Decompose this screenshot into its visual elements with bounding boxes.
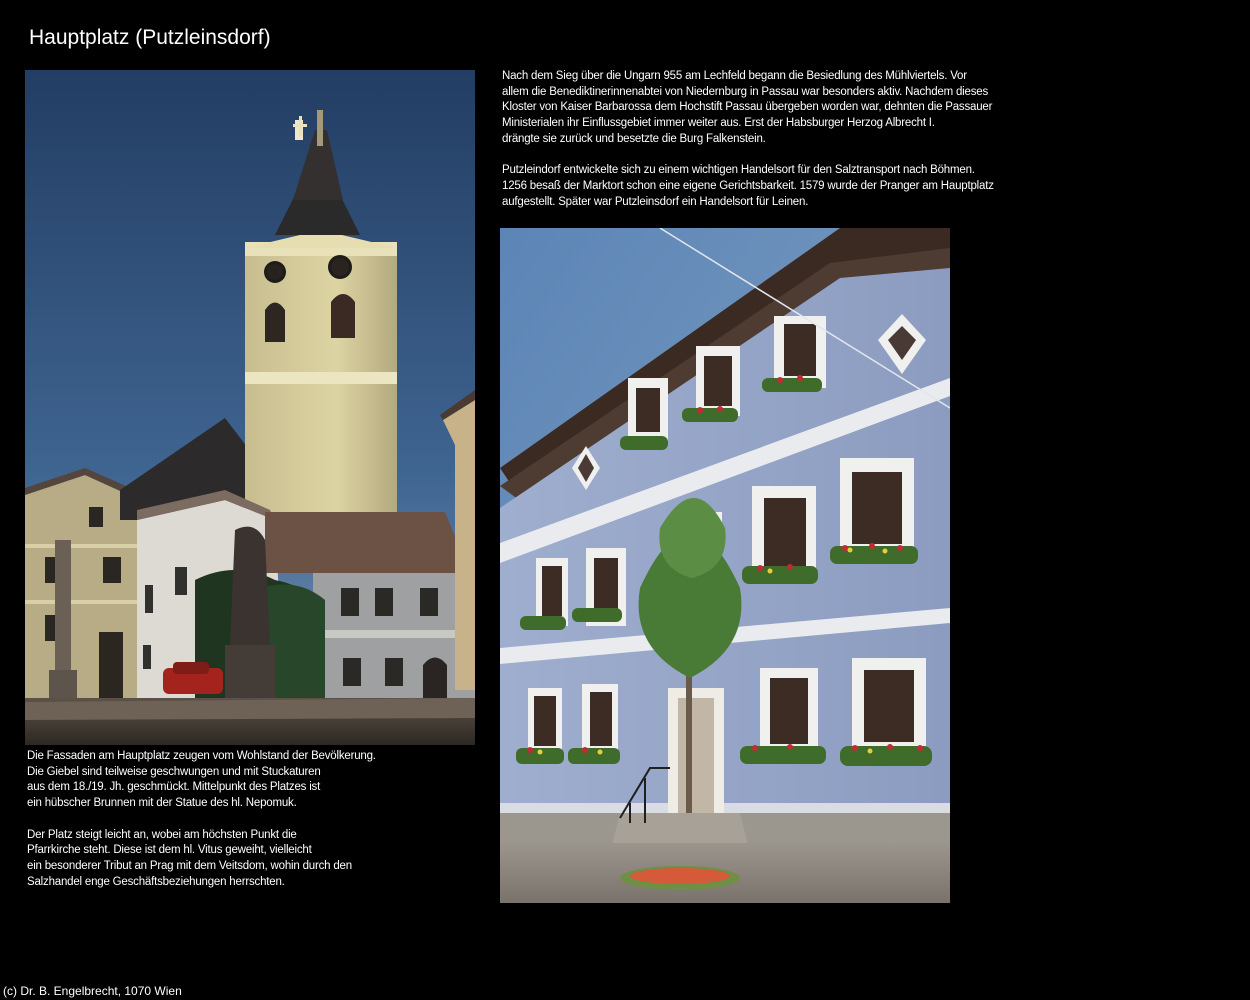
- church-square-photo: [25, 70, 475, 745]
- square-paragraph-1: [27, 749, 467, 812]
- text-line: Der Platz steigt leicht an, wobei am höchsten Punkt die: [27, 828, 297, 841]
- text-line: ein hübscher Brunnen mit der Statue des hl. Nepomuk.: [27, 797, 297, 810]
- page-title: Hauptplatz (Putzleinsdorf): [29, 26, 271, 49]
- history-paragraph-2: [502, 163, 1062, 210]
- history-paragraph-1: [502, 69, 1062, 148]
- text-line: Pfarrkirche steht. Diese ist dem hl. Vitus geweiht, vielleicht: [27, 844, 312, 857]
- text-line: Die Fassaden am Hauptplatz zeugen vom Wohlstand der Bevölkerung.: [27, 750, 376, 762]
- history-description: [502, 69, 1062, 210]
- text-line: Die Giebel sind teilweise geschwungen und mit Stuckaturen: [27, 765, 321, 778]
- copyright-footer: (c) Dr. B. Engelbrecht, 1070 Wien: [3, 984, 182, 998]
- text-line: ein besonderer Tribut an Prag mit dem Veitsdom, wohin durch den: [27, 859, 352, 872]
- text-line: 1256 besaß der Marktort schon eine eigene Gerichtsbarkeit. 1579 wurde der Pranger am Hauptplatz: [502, 179, 994, 192]
- text-line: drängte sie zurück und besetzte die Burg Falkenstein.: [502, 132, 766, 145]
- text-line: Ministerialen ihr Einflussgebiet immer weiter aus. Erst der Habsburger Herzog Albrecht I.: [502, 117, 935, 130]
- text-line: Salzhandel enge Geschäftsbeziehungen herrschten.: [27, 875, 285, 888]
- text-line: Putzleindorf entwickelte sich zu einem wichtigen Handelsort für den Salztransport nach Böhmen.: [502, 164, 975, 177]
- text-line: aus dem 18./19. Jh. geschmückt. Mittelpunkt des Platzes ist: [27, 781, 321, 794]
- square-description: [27, 749, 467, 890]
- text-line: Nach dem Sieg über die Ungarn 955 am Lechfeld begann die Besiedlung des Mühlviertels. Vor: [502, 70, 967, 82]
- text-line: allem die Benediktinerinnenabtei von Niedernburg in Passau war besonders aktiv. Nachdem dieses: [502, 85, 988, 98]
- square-paragraph-2: [27, 828, 467, 891]
- text-line: aufgestellt. Später war Putzleinsdorf ein Handelsort für Leinen.: [502, 195, 809, 208]
- blue-house-facade-photo: [500, 228, 950, 903]
- text-line: Kloster von Kaiser Barbarossa dem Hochstift Passau übergeben worden war, dehnten die Passauer: [502, 101, 993, 114]
